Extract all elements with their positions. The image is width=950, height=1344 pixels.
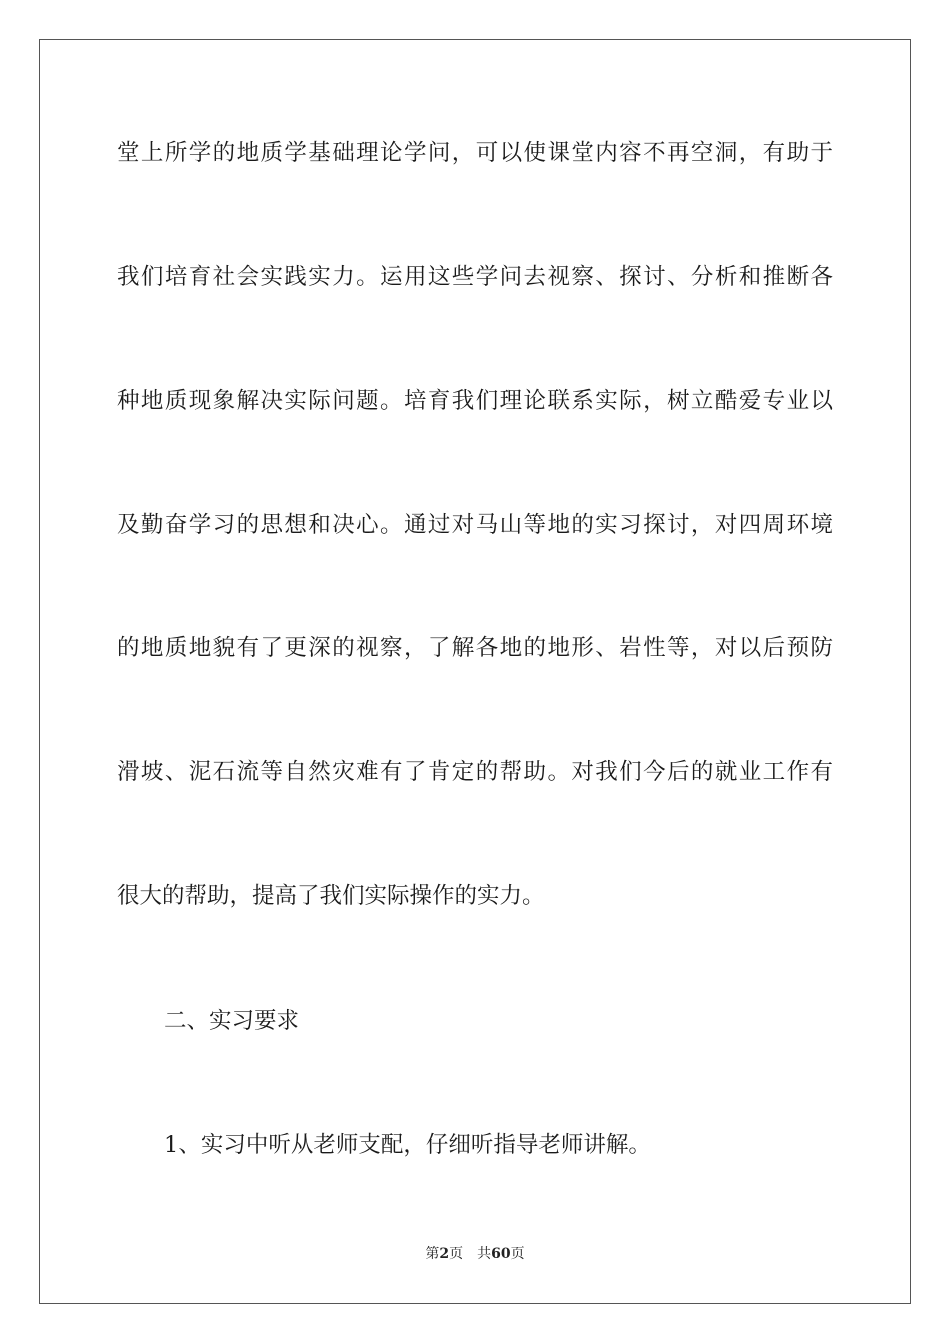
footer-page-number: 2 <box>439 1246 450 1262</box>
paragraph-line-4: 及勤奋学习的思想和决心。通过对马山等地的实习探讨，对四周环境 <box>117 512 833 538</box>
section-heading: 二、实习要求 <box>164 1008 300 1034</box>
paragraph-line-3: 种地质现象解决实际问题。培育我们理论联系实际，树立酷爱专业以 <box>117 388 833 414</box>
page-footer <box>0 1245 950 1263</box>
footer-total-prefix: 共 <box>477 1246 492 1262</box>
footer-page-suffix: 页 <box>449 1246 464 1262</box>
paragraph-line-1: 堂上所学的地质学基础理论学问，可以使课堂内容不再空洞，有助于 <box>117 140 833 166</box>
page-border <box>39 39 911 1304</box>
paragraph-line-6: 滑坡、泥石流等自然灾难有了肯定的帮助。对我们今后的就业工作有 <box>117 759 833 785</box>
footer-total-pages: 60 <box>491 1246 511 1262</box>
paragraph-line-2: 我们培育社会实践实力。运用这些学问去视察、探讨、分析和推断各 <box>117 264 833 290</box>
paragraph-line-7: 很大的帮助，提高了我们实际操作的实力。 <box>117 883 545 909</box>
paragraph-line-5: 的地质地貌有了更深的视察，了解各地的地形、岩性等，对以后预防 <box>117 635 833 661</box>
footer-total-suffix: 页 <box>510 1246 525 1262</box>
footer-page-prefix: 第 <box>425 1246 440 1262</box>
list-item-1: 1、实习中听从老师支配，仔细听指导老师讲解。 <box>164 1132 651 1158</box>
